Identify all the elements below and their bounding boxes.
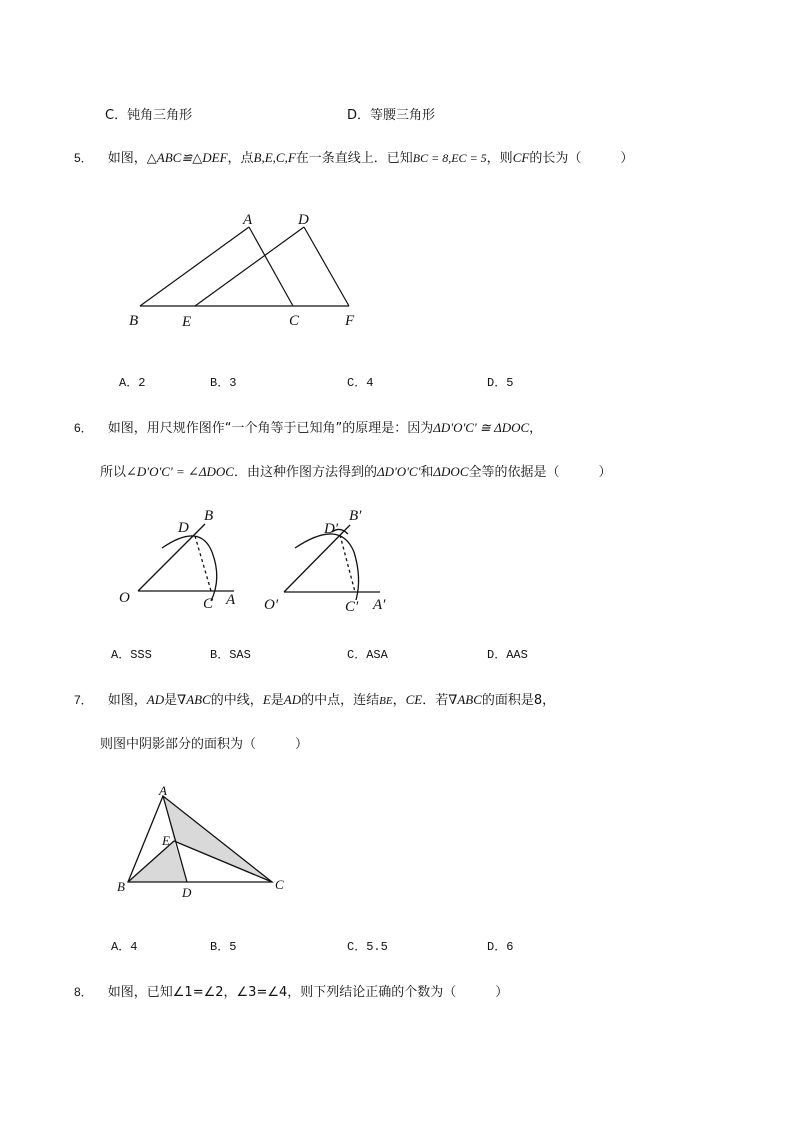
q6-text: 和	[420, 465, 434, 480]
q7-text: 的面积是8，	[481, 693, 556, 708]
q5-math-given: BC = 8,EC = 5	[412, 151, 487, 165]
q6-right-label-c: C′	[345, 599, 359, 615]
q7-stem-line2: 则图中阴影部分的面积为（ ）	[100, 737, 309, 752]
q7-text: ，	[392, 693, 406, 708]
q7-label-a: A	[159, 783, 167, 798]
q4-option-d: D．等腰三角形	[347, 108, 436, 123]
q7-math-e: E	[262, 692, 271, 707]
q7-text: 的中线，	[210, 693, 263, 708]
q5-label-d: D	[298, 212, 309, 228]
q7-math-be: BE	[379, 695, 393, 707]
q8-stem	[74, 981, 508, 1000]
q6-right-label-o: O′	[264, 597, 279, 613]
q6-option-c: C．ASA	[347, 648, 388, 662]
q6-right-label-a: A′	[373, 597, 386, 613]
q5-text: 如图，	[107, 151, 147, 166]
q5-text: 在一条直线上．已知	[295, 151, 413, 166]
q7-math-abc: ∇ABC	[448, 692, 482, 707]
q7-label-d: D	[182, 885, 192, 900]
q5-label-a: A	[243, 212, 253, 228]
q7-label-e: E	[162, 833, 170, 848]
q6-number: 6．	[74, 421, 93, 435]
q6-left-label-d: D	[178, 520, 189, 536]
q5-math-cf: CF	[512, 150, 530, 165]
q7-option-b: B．5	[210, 940, 237, 954]
q8-number: 8．	[74, 985, 93, 999]
q5-number: 5．	[74, 151, 93, 165]
q6-left-label-o: O	[119, 590, 130, 606]
q5-option-c: C．4	[347, 376, 374, 390]
q7-option-c: C．5.5	[347, 940, 388, 954]
q5-label-f: F	[345, 313, 355, 329]
q5-option-a: A．2	[119, 376, 146, 390]
q4-option-c: C．钝角三角形	[105, 108, 193, 123]
q7-option-a: A．4	[111, 940, 138, 954]
q7-number: 7．	[74, 693, 93, 707]
q8-text: 如图，已知∠1=∠2，∠3=∠4，则下列结论正确的个数为（ ）	[107, 985, 509, 1000]
q7-text: 的中点，连结	[301, 693, 380, 708]
q5-math-congruence: △ABC≌△DEF	[146, 150, 228, 165]
q6-text: ．由这种作图方法得到的	[233, 465, 377, 480]
q7-math-ce: CE	[405, 692, 423, 707]
q5-math-points: B,E,C,F	[253, 150, 296, 165]
q5-label-b: B	[129, 313, 139, 329]
q7-label-c: C	[275, 877, 284, 892]
q7-text: 是	[164, 693, 178, 708]
q6-text: 所以	[100, 465, 127, 480]
q6-text: ，	[529, 421, 543, 436]
q5-text: 的长为（ ）	[529, 151, 634, 166]
q6-option-b: B．SAS	[210, 648, 251, 662]
q6-option-a: A．SSS	[111, 648, 152, 662]
q6-math-triangle1: ΔD'O'C'	[376, 464, 421, 479]
q6-left-label-b: B	[204, 508, 214, 524]
q5-option-d: D．5	[487, 376, 514, 390]
q6-right-label-d: D′	[324, 521, 339, 537]
q6-text: 全等的依据是（ ）	[468, 465, 612, 480]
q7-label-b: B	[117, 879, 125, 894]
q6-option-d: D．AAS	[487, 648, 528, 662]
q7-math-ad: AD	[146, 692, 165, 707]
q5-text: ，点	[227, 151, 254, 166]
q6-left-label-a: A	[226, 592, 236, 608]
q7-text: 如图，	[107, 693, 147, 708]
q5-text: ，则	[486, 151, 513, 166]
q7-math-abc: ∇ABC	[177, 692, 211, 707]
q7-option-d: D．6	[487, 940, 514, 954]
q7-math-ad: AD	[283, 692, 302, 707]
q6-math-congruence: ΔD'O'C' ≅ ΔDOC	[433, 420, 530, 435]
q7-text: 是	[270, 693, 284, 708]
q7-text: ．若	[422, 693, 449, 708]
q6-right-label-b: B′	[349, 508, 362, 524]
q5-label-e: E	[182, 314, 192, 330]
q5-label-c: C	[289, 313, 300, 329]
q6-math-triangle2: ΔDOC	[433, 464, 469, 479]
q6-math-angle: ∠D'O'C' = ∠ΔDOC	[126, 464, 234, 479]
q5-option-b: B．3	[210, 376, 237, 390]
q6-left-label-c: C	[203, 596, 214, 612]
q6-text: 如图，用尺规作图作“一个角等于已知角”的原理是：因为	[107, 421, 434, 436]
